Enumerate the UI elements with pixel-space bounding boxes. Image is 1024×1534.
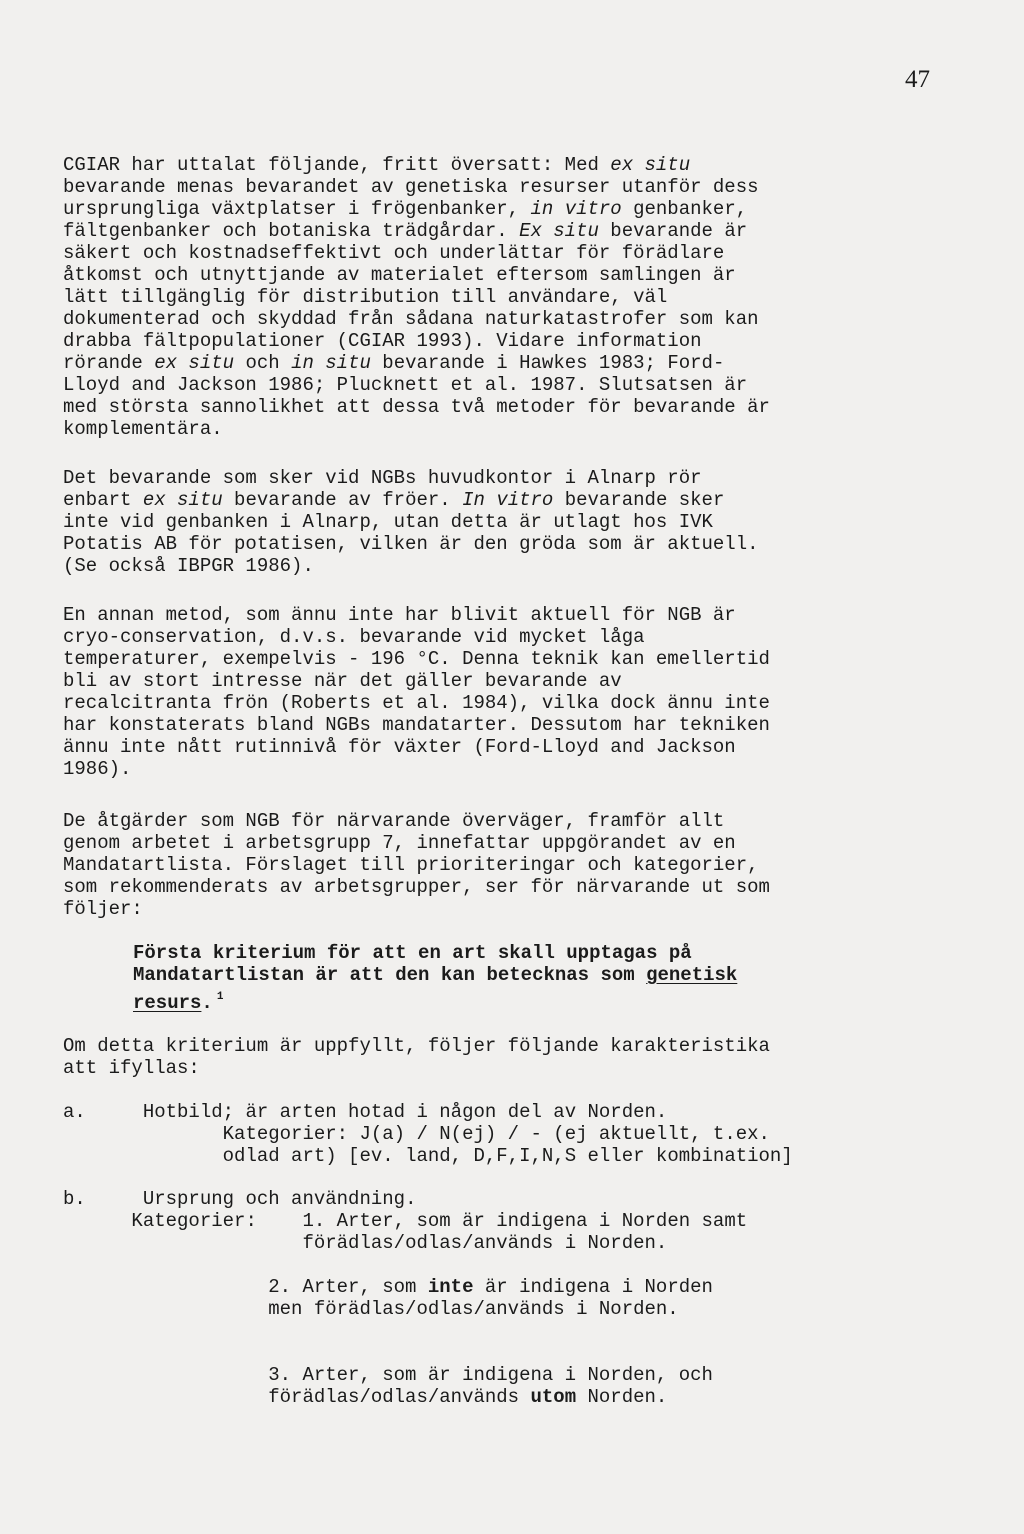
text-italic: Ex situ (519, 220, 599, 242)
criterion-statement (133, 942, 1024, 1014)
text-line: dokumenterad och skyddad från sådana naturkatastrofer som kan (63, 308, 759, 330)
text-line: komplementära. (63, 418, 223, 440)
text-line: bli av stort intresse när det gäller bevarande av (63, 670, 622, 692)
text-line: genbanker, (621, 198, 748, 220)
footnote-mark: 1 (216, 991, 224, 1003)
list-subitem: 3. Arter, som är indigena i Norden, och (268, 1364, 713, 1386)
text-line: har konstaterats bland NGBs mandatarter. Dessutom har tekniken (63, 714, 770, 736)
text-line: bevarande menas bevarandet av genetiska resurser utanför dess (63, 176, 759, 198)
text-line: Mandatartlistan är att den kan betecknas som (133, 964, 647, 986)
text-line: 1986). (63, 758, 132, 780)
text-line: Det bevarande som sker vid NGBs huvudkontor i Alnarp rör (63, 467, 702, 489)
paragraph-alnarp (63, 467, 963, 577)
text-line: Första kriterium för att en art skall upptagas på (133, 942, 692, 964)
text-line: genom arbetet i arbetsgrupp 7, innefattar uppgörandet av en (63, 832, 736, 854)
text-line: följer: (63, 898, 143, 920)
list-marker: b. (63, 1188, 86, 1210)
text-line: drabba fältpopulationer (CGIAR 1993). Vidare information (63, 330, 702, 352)
text-line: cryo-conservation, d.v.s. bevarande vid mycket låga (63, 626, 645, 648)
text-line: bevarande av fröer. (222, 489, 463, 511)
paragraph-ex-situ-definition (63, 154, 963, 440)
text-line: inte vid genbanken i Alnarp, utan detta är utlagt hos IVK (63, 511, 713, 533)
text-line: rörande (63, 352, 155, 374)
text-line: ännu inte nått rutinnivå för växter (Ford-Lloyd and Jackson (63, 736, 736, 758)
list-item-a (63, 1101, 963, 1167)
text-italic: ex situ (610, 154, 691, 176)
text-line: bevarande sker (553, 489, 725, 511)
text-line: odlad art) [ev. land, D,F,I,N,S eller kombination] (222, 1145, 793, 1167)
list-subitem: 1. Arter, som är indigena i Norden samt (302, 1210, 748, 1232)
text-line: Potatis AB för potatisen, vilken är den gröda som är aktuell. (63, 533, 759, 555)
text-line: Lloyd and Jackson 1986; Plucknett et al. 1987. Slutsatsen är (63, 374, 748, 396)
text-line: Kategorier: (131, 1210, 257, 1232)
text-bold: inte (427, 1276, 474, 1298)
paragraph-measures (63, 810, 963, 920)
paragraph-characteristics (63, 1035, 963, 1079)
text-underlined: genetisk (646, 964, 738, 986)
text-line: förädlas/odlas/används i Norden. (302, 1232, 668, 1254)
text-line: Kategorier: J(a) / N(ej) / - (ej aktuellt, t.ex. (222, 1123, 770, 1145)
text-line: Ursprung och användning. (142, 1188, 417, 1210)
text-line: (Se också IBPGR 1986). (63, 555, 314, 577)
text-line: ursprungliga växtplatser i frögenbanker, (63, 198, 531, 220)
text-line: bevarande i Hawkes 1983; Ford- (370, 352, 725, 374)
text-italic: ex situ (142, 489, 223, 511)
text-bold: utom (530, 1386, 577, 1408)
text-line: är indigena i Norden (473, 1276, 713, 1298)
text-italic: in vitro (530, 198, 622, 220)
text-line: Hotbild; är arten hotad i någon del av Norden. (142, 1101, 668, 1123)
text-line: De åtgärder som NGB för närvarande överväger, framför allt (63, 810, 725, 832)
text-line: CGIAR har uttalat följande, fritt översatt: Med (63, 154, 611, 176)
text-line: Om detta kriterium är uppfyllt, följer följande karakteristika (63, 1035, 770, 1057)
text-line: åtkomst och utnyttjande av materialet eftersom samlingen är (63, 264, 736, 286)
list-item-b (63, 1188, 963, 1408)
text-line: bevarande är (598, 220, 748, 242)
list-subitem: 2. Arter, som (268, 1276, 428, 1298)
text-line: Mandatartlista. Förslaget till prioriteringar och kategorier, (63, 854, 759, 876)
text-underlined: resurs (133, 992, 202, 1014)
text-line: säkert och kostnadseffektivt och underlättar för förädlare (63, 242, 725, 264)
text-italic: ex situ (154, 352, 235, 374)
text-line: med största sannolikhet att dessa två metoder för bevarande är (63, 396, 770, 418)
page-number: 47 (905, 66, 930, 93)
text-line: förädlas/odlas/används (268, 1386, 531, 1408)
text-line: recalcitranta frön (Roberts et al. 1984), vilka dock ännu inte (63, 692, 770, 714)
text-line: som rekommenderats av arbetsgrupper, ser för närvarande ut som (63, 876, 770, 898)
text-line: fältgenbanker och botaniska trädgårdar. (63, 220, 520, 242)
text-italic: In vitro (462, 489, 554, 511)
text-line: och (234, 352, 292, 374)
text-line: att ifyllas: (63, 1057, 200, 1079)
text-line: . (201, 992, 213, 1014)
text-line: enbart (63, 489, 143, 511)
list-marker: a. (63, 1101, 86, 1123)
text-line: men förädlas/odlas/används i Norden. (268, 1298, 679, 1320)
text-line: temperaturer, exempelvis - 196 °C. Denna teknik kan emellertid (63, 648, 770, 670)
text-line: En annan metod, som ännu inte har blivit aktuell för NGB är (63, 604, 736, 626)
text-line: lätt tillgänglig för distribution till användare, väl (63, 286, 668, 308)
paragraph-cryo-conservation (63, 604, 963, 780)
text-line: Norden. (576, 1386, 668, 1408)
text-italic: in situ (291, 352, 371, 374)
